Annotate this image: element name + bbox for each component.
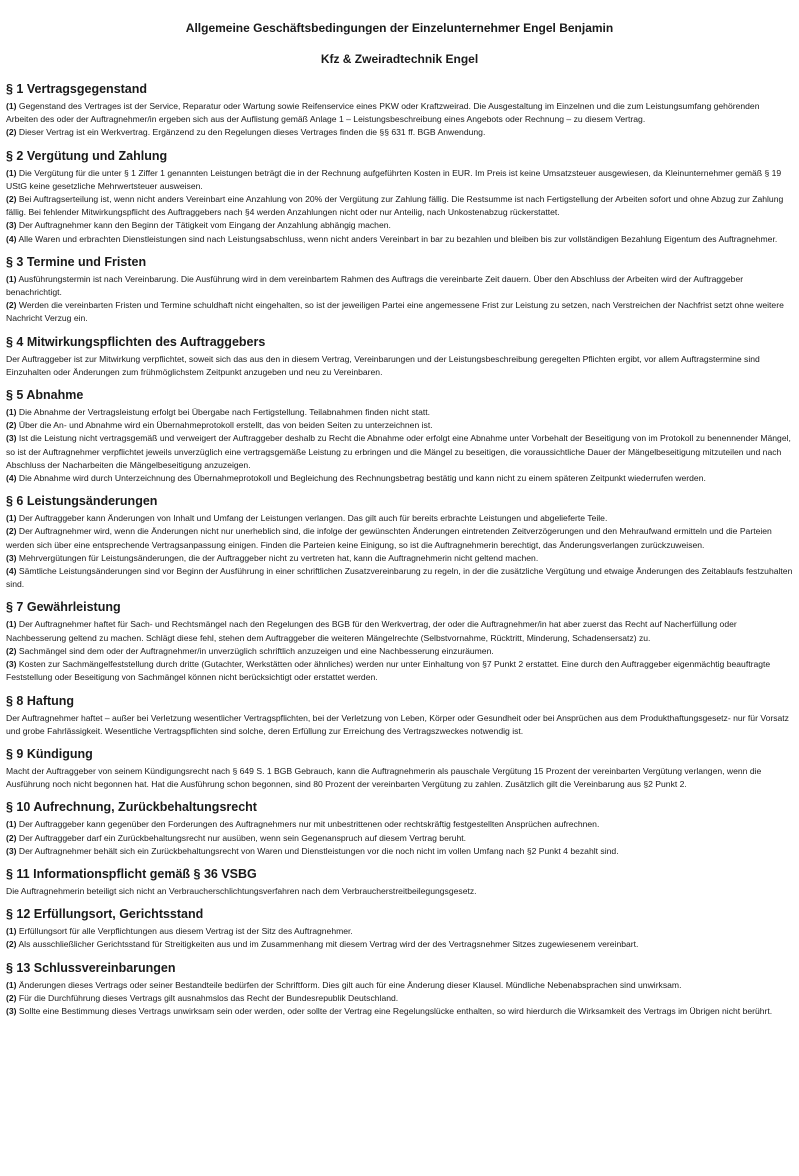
section (6, 148, 793, 246)
clause-number: (1) (6, 101, 17, 111)
clause-number: (1) (6, 273, 17, 284)
clause-paragraph (6, 832, 793, 845)
clause-text: Über die An- und Abnahme wird ein Übernahmeprotokoll erstellt, das von beiden Seiten zu unterzeichnen ist. (18, 420, 433, 431)
clause-number: (1) (6, 979, 17, 990)
section-heading: § 13 Schlussvereinbarungen (6, 960, 176, 975)
clause-paragraph (6, 472, 793, 485)
clause-paragraph (6, 1005, 793, 1018)
clause-text: Gegenstand des Vertrages ist der Service, Reparatur oder Wartung sowie Reifenservice eines PKW oder Kraftzweirad. Die Ausgestaltung im Einzelnen und die zum Leistungsumfang gehörenden Arbeiten des oder der Auftragnehmer/in ergeben sich aus der Auflistung gemäß Anlage 1 – Leistungsbeschreibung eines Angebots oder Rechnung – zu diesem Vertrag. (6, 101, 760, 125)
section (6, 334, 793, 379)
clause-text: Der Auftraggeber darf ein Zurückbehaltungsrecht nur ausüben, wenn sein Gegenanspruch auf diesem Vertrag beruht. (18, 832, 467, 843)
clause-number: (3) (6, 845, 17, 856)
clause-text: Macht der Auftraggeber von seinem Kündigungsrecht nach § 649 S. 1 BGB Gebrauch, kann die Auftragnehmerin als pauschale Vergütung 15 Prozent der vereinbarten Vergütung verlangen, wenn die Ausführung noch nicht begonnen hat. Hat die Ausführung schon begonnen, sind 80 Prozent der vereinbarten Vergütung zu zahlen. Zusätzlich gilt die Vereinbarung aus §2 Punkt 2. (6, 765, 762, 790)
clause-paragraph (6, 712, 793, 738)
clause-text: Als ausschließlicher Gerichtsstand für Streitigkeiten aus und im Zusammenhang mit diesem Vertrag wird der des Vertragsnehmer Sitzes zugewiesenem vereinbart. (18, 939, 639, 950)
clause-paragraph (6, 618, 793, 644)
clause-number: (3) (6, 659, 17, 670)
clause-paragraph (6, 193, 793, 219)
clause-paragraph (6, 565, 793, 591)
clause-text: Kosten zur Sachmängelfeststellung durch dritte (Gutachter, Werkstätten oder ähnliches) werden nur unter Einhaltung von §7 Punkt 2 erstattet. Eine durch den Auftraggeber eigenmächtig beauftragte Feststellung oder Beseitigung von Sachmängel können nicht berücksichtigt oder erstattet werden. (6, 659, 771, 683)
clause-number: (2) (6, 939, 17, 950)
clause-number: (2) (6, 645, 17, 656)
clause-number: (1) (6, 513, 17, 524)
clause-number: (3) (6, 552, 17, 563)
section (6, 493, 793, 591)
clause-number: (4) (6, 473, 17, 484)
clause-text: Der Auftraggeber kann gegenüber den Forderungen des Auftragnehmers nur mit unbestrittenen oder rechtskräftig festgestellten Ansprüchen aufrechnen. (18, 819, 600, 830)
section-heading: § 4 Mitwirkungspflichten des Auftraggebers (6, 334, 266, 349)
section-heading: § 12 Erfüllungsort, Gerichtsstand (6, 907, 204, 922)
section-heading: § 3 Termine und Fristen (6, 254, 147, 269)
clause-paragraph (6, 299, 793, 325)
clause-text: Erfüllungsort für alle Verpflichtungen aus diesem Vertrag ist der Sitz des Auftragnehmer. (18, 926, 353, 937)
clause-number: (2) (6, 992, 17, 1003)
section-heading: § 7 Gewährleistung (6, 600, 121, 615)
clause-paragraph (6, 219, 793, 232)
clause-paragraph (6, 552, 793, 565)
section-heading: § 8 Haftung (6, 693, 75, 708)
clause-text: Mehrvergütungen für Leistungsänderungen, die der Auftraggeber nicht zu vertreten hat, kann die Auftragnehmerin nicht geltend machen. (18, 552, 539, 563)
clause-text: Der Auftragnehmer haftet für Sach- und Rechtsmängel nach den Regelungen des BGB für den Werkvertrag, der oder die Auftragnehmer/in hat aber zuerst das Recht auf Nacherfüllung oder Nachbesserung geltend zu machen. Schlägt diese fehl, stehen dem Auftraggeber die weiteren Mängelrechte (Selbstvornahme, Rücktritt, Minderung, Schadensersatz) zu. (6, 619, 737, 643)
section-heading: § 1 Vertragsgegenstand (6, 82, 148, 96)
clause-text: Der Auftragnehmer haftet – außer bei Verletzung wesentlicher Vertragspflichten, bei der Verletzung von Leben, Körper oder Gesundheit oder bei Ansprüchen aus dem Produkthaftungsgesetz- nur für Vorsatz und grobe Fahrlässigkeit. Wesentliche Vertragspflichten sind solche, deren Erfüllung zur Erreichung des Vertragszweckes notwendig ist. (6, 712, 789, 736)
clause-paragraph (6, 525, 793, 551)
section (6, 960, 793, 1019)
clause-number: (2) (6, 194, 17, 205)
clause-paragraph (6, 938, 793, 951)
clause-text: Die Abnahme der Vertragsleistung erfolgt bei Übergabe nach Fertigstellung. Teilabnahmen finden nicht statt. (18, 407, 431, 418)
clause-text: Die Vergütung für die unter § 1 Ziffer 1 genannten Leistungen beträgt die in der Rechnung aufgeführten Kosten in EUR. Im Preis ist keine Umsatzsteuer ausgewiesen, da Kleinunternehmer gemäß § 19 UStG keine gesetzliche Mehrwertsteuer ausweisen. (6, 167, 782, 191)
section-heading: § 5 Abnahme (6, 388, 84, 403)
clause-text: Ist die Leistung nicht vertragsgemäß und verweigert der Auftraggeber deshalb zu Recht die Abnahme oder erfolgt eine Abnahme unter Vorbehalt der Beseitigung von im Protokoll zu benennender Mängel, so ist der Auftragnehmer verpflichtet jeweils unverzüglich eine vertragsgemäße Leistung zu erbringen und die Mängel zu beseitigen, die voraussichtliche Dauer der Mängelbeseitigung mitzuteilen und nach Abschluss der Nacharbeiten die Mängelbeseitigung anzuzeigen. (6, 433, 791, 470)
clause-text: Der Auftragnehmer wird, wenn die Änderungen nicht nur unerheblich sind, die infolge der gewünschten Änderungen eintretenden Zeitverzögerungen und den Mehraufwand ermitteln und die Parteien werden sich über eine entsprechende Vertragsanpassung einigen. Finden die Parteien keine Einigung, so ist die Auftragnehmerin berechtigt, das Änderungsverlangen zurückzuweisen. (6, 526, 772, 550)
clause-paragraph (6, 818, 793, 831)
section-heading: § 11 Informationspflicht gemäß § 36 VSBG (6, 866, 257, 881)
document-title: Allgemeine Geschäftsbedingungen der Einzelunternehmer Engel Benjamin (185, 21, 614, 35)
clause-text: Sämtliche Leistungsänderungen sind vor Beginn der Ausführung in einer schriftlichen Zusatzvereinbarung zu regeln, in der die zusätzliche Vergütung und etwaige Änderungen des Zeitablaufs festzuhalten sind. (6, 566, 793, 590)
section-heading: § 10 Aufrechnung, Zurückbehaltungsrecht (6, 800, 257, 815)
clause-text: Sollte eine Bestimmung dieses Vertrags unwirksam sein oder werden, oder sollte der Vertrag eine Regelungslücke enthalten, so wird hierdurch die Wirksamkeit des Vertrags im Übrigen nicht berührt. (18, 1005, 773, 1016)
section (6, 799, 793, 858)
section (6, 906, 793, 951)
clause-text: Die Abnahme wird durch Unterzeichnung des Übernahmeprotokoll und Begleichung des Rechnungsbetrag bestätig und kann nicht zu einem späteren Zeitpunkt wiederrufen werden. (18, 473, 706, 484)
clause-text: Dieser Vertrag ist ein Werkvertrag. Ergänzend zu den Regelungen dieses Vertrages finden die §§ 631 ff. BGB Anwendung. (18, 127, 486, 138)
clause-paragraph (6, 925, 793, 938)
clause-paragraph (6, 233, 793, 246)
clause-number: (1) (6, 167, 17, 178)
clause-text: Der Auftragnehmer kann den Beginn der Tätigkeit vom Eingang der Anzahlung abhängig machen. (18, 220, 391, 231)
section (6, 746, 793, 791)
clause-number: (2) (6, 127, 17, 138)
clause-text: Alle Waren und erbrachten Dienstleistungen sind nach Leistungsabschluss, wenn nicht anders Vereinbart in bar zu bezahlen und bleiben bis zur vollständigen Bezahlung Eigentum des Auftragnehmer. (18, 233, 778, 244)
section (6, 81, 793, 140)
clause-paragraph (6, 645, 793, 658)
clause-paragraph (6, 353, 793, 379)
clause-text: Sachmängel sind dem oder der Auftragnehmer/in unverzüglich schriftlich anzuzeigen und eine Nachbesserung einzuräumen. (18, 645, 494, 656)
clause-number: (3) (6, 220, 17, 231)
clause-number: (2) (6, 300, 17, 311)
clause-paragraph (6, 658, 793, 684)
clause-number: (1) (6, 407, 17, 418)
clause-paragraph (6, 126, 793, 139)
clause-number: (1) (6, 819, 17, 830)
clause-paragraph (6, 765, 793, 791)
clause-text: Für die Durchführung dieses Vertrags gilt ausnahmslos das Recht der Bundesrepublik Deutschland. (18, 992, 399, 1003)
clause-text: Die Auftragnehmerin beteiligt sich nicht an Verbraucherschlichtungsverfahren nach dem Verbraucherstreitbeilegungsgesetz. (6, 885, 477, 896)
section-heading: § 6 Leistungsänderungen (6, 494, 158, 509)
section (6, 387, 793, 485)
clause-text: Ausführungstermin ist nach Vereinbarung. Die Ausführung wird in dem vereinbartem Rahmen des Auftrags die vereinbarte Zeit dauern. Über den Abschluss der Arbeiten wird der Auftraggeber benachrichtigt. (6, 273, 744, 298)
clause-number: (4) (6, 566, 17, 577)
clause-paragraph (6, 406, 793, 419)
clause-text: Bei Auftragserteilung ist, wenn nicht anders Vereinbart eine Anzahlung von 20% der Vergütung zur Zahlung fällig. Die Restsumme ist nach Fertigstellung der Arbeiten sofort und ohne Abzug zur Zahlung fällig. Bei fehlender Mitwirkungspflicht des Auftraggebers nach §4 werden Anzahlungen nicht oder nur Anteilig, nach Unkostenabzug rückerstattet. (6, 194, 784, 218)
section (6, 866, 793, 898)
section (6, 693, 793, 738)
clause-paragraph (6, 512, 793, 525)
section (6, 599, 793, 684)
clause-paragraph (6, 273, 793, 299)
clause-number: (4) (6, 233, 17, 244)
clause-text: Der Auftraggeber kann Änderungen von Inhalt und Umfang der Leistungen verlangen. Das gilt auch für bereits erbrachte Leistungen und abgelieferte Teile. (18, 513, 608, 524)
clause-text: Der Auftraggeber ist zur Mitwirkung verpflichtet, soweit sich das aus den in diesem Vertrag, Vereinbarungen und der Leistungsbeschreibung geregelten Pflichten ergibt, vor allem Auftragstermine sind Einzuhalten oder Änderungen zum frühmöglichstem Zeitpunkt anzugeben und neu zu Vereinbaren. (6, 353, 760, 377)
clause-number: (3) (6, 433, 17, 444)
clause-text: Änderungen dieses Vertrags oder seiner Bestandteile bedürfen der Schriftform. Dies gilt auch für eine Änderung dieser Klausel. Mündliche Nebenabsprachen sind unwirksam. (18, 979, 682, 990)
clause-text: Der Auftragnehmer behält sich ein Zurückbehaltungsrecht von Waren und Dienstleistungen vor die noch nicht im vollen Umfang nach §2 Punkt 4 bezahlt sind. (18, 845, 619, 856)
clause-paragraph (6, 992, 793, 1005)
clause-number: (2) (6, 526, 17, 537)
clause-number: (1) (6, 926, 17, 937)
clause-paragraph (6, 432, 793, 472)
clause-text: Werden die vereinbarten Fristen und Termine schuldhaft nicht eingehalten, so ist der jeweiligen Partei eine angemessene Frist zur Leistung zu setzen, nach Verstreichen der Nachfrist setzt ohne weitere Nachricht Verzug ein. (6, 300, 784, 324)
clause-paragraph (6, 979, 793, 992)
document-subtitle: Kfz & Zweiradtechnik Engel (320, 52, 479, 66)
clause-paragraph (6, 885, 793, 898)
clause-paragraph (6, 100, 793, 126)
clause-number: (2) (6, 420, 17, 431)
clause-number: (1) (6, 619, 17, 630)
clause-paragraph (6, 419, 793, 432)
clause-paragraph (6, 167, 793, 193)
clause-number: (3) (6, 1005, 17, 1016)
sections-container (6, 81, 793, 1018)
section-heading: § 9 Kündigung (6, 746, 93, 761)
clause-number: (2) (6, 832, 17, 843)
section-heading: § 2 Vergütung und Zahlung (6, 148, 168, 163)
section (6, 254, 793, 326)
clause-paragraph (6, 845, 793, 858)
